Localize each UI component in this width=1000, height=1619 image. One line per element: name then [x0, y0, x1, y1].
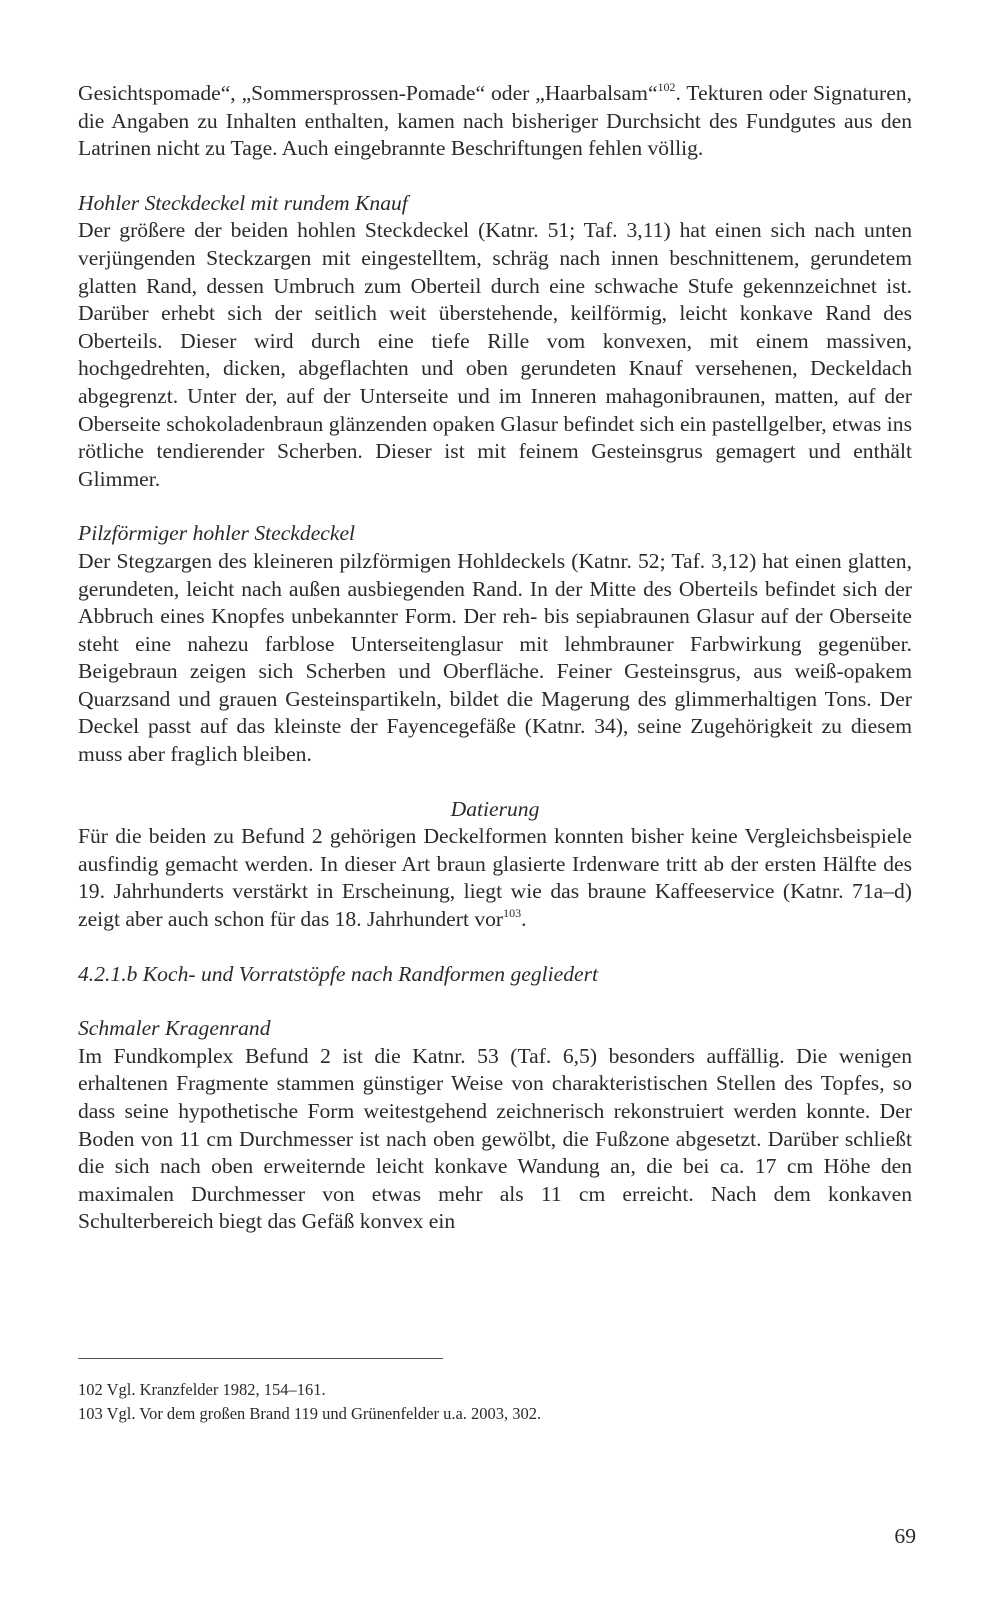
paragraph-schmaler-kragenrand: Im Fundkomplex Befund 2 ist die Katnr. 53 (Taf. 6,5) besonders auffällig. Die wenigen erhaltenen Fragmente stammen günstiger Weise von charakteristischen Stellen des Topfes, so dass seine hypothetische Form weitestgehend zeichnerisch rekonstruiert werden konnte. Der Boden von 11 cm Durchmesser ist nach oben gewölbt, die Fußzone abgesetzt. Darüber schließt die sich nach oben erweiternde leicht konkave Wandung an, die bei ca. 17 cm Höhe den maximalen Durchmesser von etwas mehr als 11 cm erreicht. Nach dem konkaven Schulterbereich biegt das Gefäß konvex ein	[78, 1043, 912, 1234]
paragraph-datierung: Für die beiden zu Befund 2 gehörigen Deckelformen konnten bisher keine Vergleichsbeispiele ausfindig gemacht werden. In dieser Art braun glasierte Irdenware tritt ab der ersten Hälfte des 19. Jahrhunderts verstärkt in Erscheinung, liegt wie das braune Kaffeeservice (Katnr. 71a–d) zeigt aber auch schon für das 18. Jahrhundert vor$^{103}$.	[78, 824, 912, 932]
heading-pilzfoermiger-steckdeckel: Pilzförmiger hohler Steckdeckel	[78, 521, 356, 546]
heading-datierung: Datierung	[450, 796, 540, 821]
footnote-divider	[78, 1358, 443, 1359]
footnote-102: 102 Vgl. Kranzfelder 1982, 154–161.	[78, 1380, 326, 1399]
page-number: 69	[894, 1524, 916, 1548]
heading-hohler-steckdeckel: Hohler Steckdeckel mit rundem Knauf	[78, 190, 408, 215]
footnotes	[78, 1378, 912, 1426]
section-heading-4-2-1-b: 4.2.1.b Koch- und Vorratstöpfe nach Randformen gegliedert	[78, 961, 598, 986]
paragraph-pilzfoermiger-steckdeckel: Der Stegzargen des kleineren pilzförmigen Hohldeckels (Katnr. 52; Taf. 3,12) hat einen glatten, gerundeten, leicht nach außen ausbiegenden Rand. In der Mitte des Oberteils befindet sich der Abbruch eines Knopfes unbekannter Form. Der reh- bis sepiabraunen Glasur auf der Oberseite steht eine nahezu farblose Unterseitenglasur mit lehmbrauner Farbwirkung gegenüber. Beigebraun zeigen sich Scherben und Oberfläche. Feiner Gesteinsgrus, aus weiß-opakem Quarzsand und grauen Gesteinspartikeln, bildet die Magerung des glimmerhaltigen Tons. Der Deckel passt auf das kleinste der Fayencegefäße (Katnr. 34), seine Zugehörigkeit zu diesem muss aber fraglich bleiben.	[78, 548, 912, 767]
footnote-ref-103[interactable]: 103	[503, 906, 522, 921]
page-body	[78, 80, 912, 1236]
footnote-ref-102[interactable]: 102	[657, 80, 676, 94]
heading-schmaler-kragenrand: Schmaler Kragenrand	[78, 1016, 271, 1041]
paragraph-intro: Gesichtspomade“, „Sommersprossen-Pomade“ oder „Haarbalsam“$^{102}$. Tekturen oder Signaturen, die Angaben zu Inhalten enthalten, kamen nach bisheriger Durchsicht des Fundgutes aus den Latrinen nicht zu Tage. Auch eingebrannte Beschriftungen fehlen völlig.	[78, 80, 912, 161]
paragraph-hohler-steckdeckel: Der größere der beiden hohlen Steckdeckel (Katnr. 51; Taf. 3,11) hat einen sich nach unten verjüngenden Steckzargen mit eingestelltem, schräg nach innen beschnittenem, gerundetem glatten Rand, dessen Umbruch zum Oberteil durch eine schwache Stufe gekennzeichnet ist. Darüber erhebt sich der seitlich weit überstehende, keilförmig, leicht konkave Rand des Oberteils. Dieser wird durch eine tiefe Rille vom konvexen, mit einem massiven, hochgedrehten, dicken, abgeflachten und oben gerundeten Knauf versehenen, Deckeldach abgegrenzt. Unter der, auf der Unterseite und im Inneren mahagonibraunen, matten, auf der Oberseite schokoladenbraun glänzenden opaken Glasur befindet sich ein pastellgelber, etwas ins rötliche tendierender Scherben. Dieser ist mit feinem Gesteinsgrus gemagert und enthält Glimmer.	[78, 218, 912, 491]
footnote-103: 103 Vgl. Vor dem großen Brand 119 und Grünenfelder u.a. 2003, 302.	[78, 1404, 542, 1423]
